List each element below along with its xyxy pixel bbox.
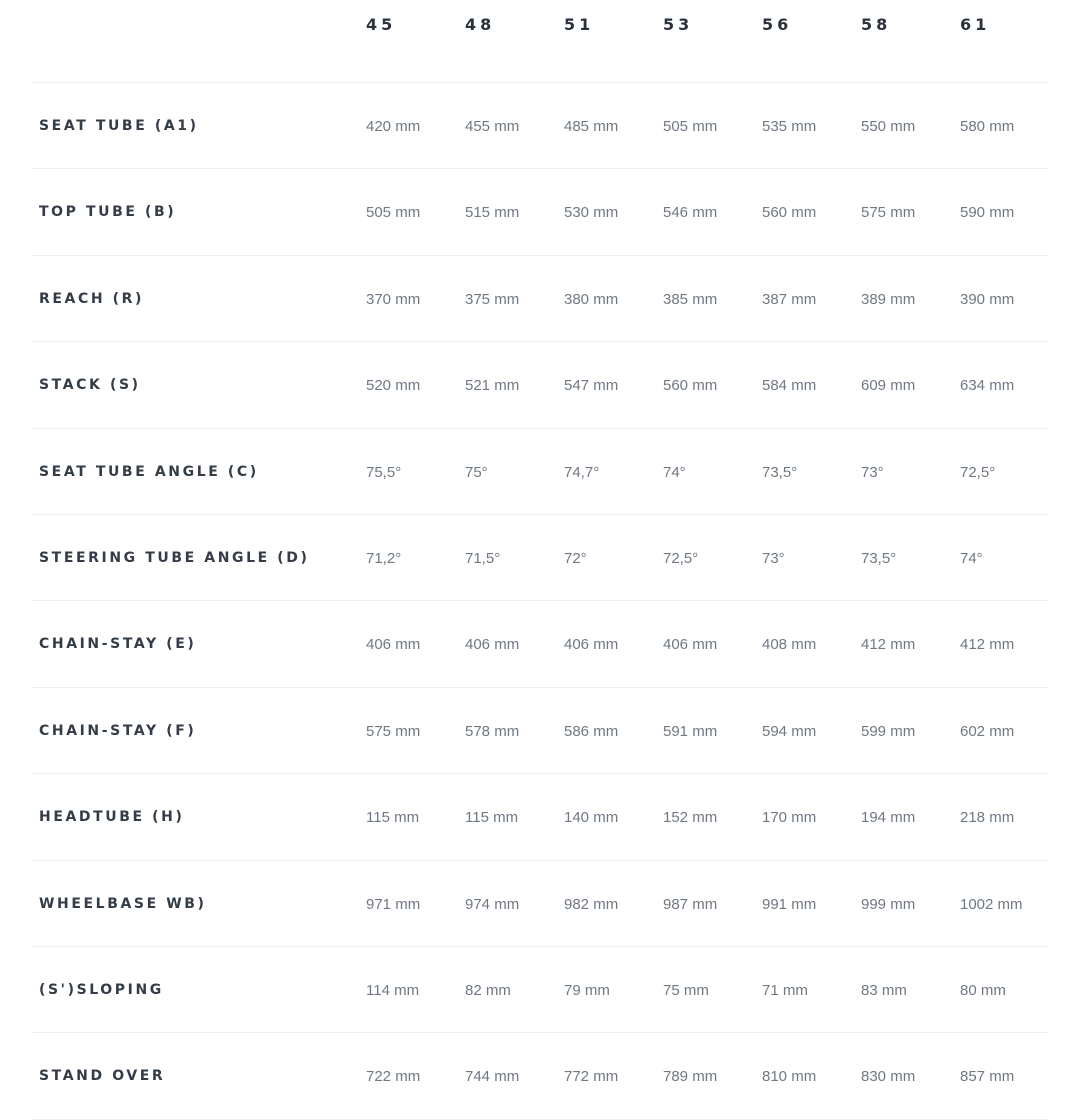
- table-cell: 1002 mm: [960, 895, 1023, 913]
- table-row: [32, 342, 1048, 428]
- row-label: REACH (R): [39, 290, 145, 307]
- table-cell: 575 mm: [861, 204, 916, 222]
- size-header-cell: 58: [861, 15, 892, 34]
- table-cell: 72,5°: [960, 463, 996, 481]
- table-row: [32, 1033, 1048, 1119]
- table-cell: 79 mm: [564, 981, 610, 999]
- size-header-cell: 48: [465, 15, 496, 34]
- row-label: STACK (S): [39, 377, 141, 394]
- table-cell: 521 mm: [465, 377, 520, 395]
- table-cell: 406 mm: [564, 636, 619, 654]
- table-cell: 390 mm: [960, 290, 1015, 308]
- table-cell: 515 mm: [465, 204, 520, 222]
- table-cell: 971 mm: [366, 895, 421, 913]
- table-cell: 530 mm: [564, 204, 619, 222]
- table-row: [32, 861, 1048, 947]
- table-cell: 73,5°: [861, 549, 897, 567]
- table-cell: 455 mm: [465, 118, 520, 135]
- table-cell: 578 mm: [465, 722, 520, 740]
- row-label: STAND OVER: [39, 1068, 166, 1085]
- size-header-cell: 53: [663, 15, 694, 34]
- table-cell: 594 mm: [762, 722, 817, 740]
- table-cell: 580 mm: [960, 118, 1015, 135]
- row-label: CHAIN-STAY (F): [39, 722, 197, 739]
- row-label: CHAIN-STAY (E): [39, 636, 197, 653]
- table-cell: 602 mm: [960, 722, 1015, 740]
- table-cell: 420 mm: [366, 118, 421, 135]
- table-row: [32, 83, 1048, 169]
- table-cell: 82 mm: [465, 981, 511, 999]
- table-cell: 546 mm: [663, 204, 718, 222]
- table-cell: 83 mm: [861, 981, 907, 999]
- table-row: [32, 601, 1048, 687]
- table-cell: 412 mm: [960, 636, 1015, 654]
- table-cell: 73,5°: [762, 463, 798, 481]
- table-cell: 857 mm: [960, 1068, 1015, 1086]
- row-label: TOP TUBE (B): [39, 204, 177, 221]
- size-header-row: [32, 0, 1048, 83]
- table-cell: 575 mm: [366, 722, 421, 740]
- table-cell: 140 mm: [564, 809, 619, 827]
- table-row: [32, 947, 1048, 1033]
- table-cell: 634 mm: [960, 377, 1015, 395]
- table-cell: 789 mm: [663, 1068, 718, 1086]
- table-cell: 71,5°: [465, 549, 501, 567]
- table-cell: 72,5°: [663, 549, 699, 567]
- geometry-rows: [32, 83, 1048, 1120]
- table-row: [32, 515, 1048, 601]
- table-cell: 505 mm: [663, 118, 718, 135]
- table-cell: 560 mm: [762, 204, 817, 222]
- table-cell: 560 mm: [663, 377, 718, 395]
- table-cell: 520 mm: [366, 377, 421, 395]
- table-cell: 370 mm: [366, 290, 421, 308]
- table-cell: 830 mm: [861, 1068, 916, 1086]
- table-cell: 406 mm: [663, 636, 718, 654]
- table-cell: 991 mm: [762, 895, 817, 913]
- table-cell: 75,5°: [366, 463, 402, 481]
- table-cell: 218 mm: [960, 809, 1015, 827]
- table-row: [32, 429, 1048, 515]
- table-cell: 194 mm: [861, 809, 916, 827]
- table-cell: 547 mm: [564, 377, 619, 395]
- table-cell: 406 mm: [465, 636, 520, 654]
- table-cell: 74,7°: [564, 463, 600, 481]
- table-cell: 75 mm: [663, 981, 709, 999]
- table-cell: 73°: [861, 463, 884, 481]
- table-cell: 584 mm: [762, 377, 817, 395]
- table-cell: 72°: [564, 549, 587, 567]
- table-cell: 999 mm: [861, 895, 916, 913]
- table-row: [32, 688, 1048, 774]
- table-cell: 73°: [762, 549, 785, 567]
- table-cell: 385 mm: [663, 290, 718, 308]
- size-header-cell: 56: [762, 15, 793, 34]
- table-cell: 982 mm: [564, 895, 619, 913]
- table-cell: 722 mm: [366, 1068, 421, 1086]
- table-cell: 772 mm: [564, 1068, 619, 1086]
- table-cell: 505 mm: [366, 204, 421, 222]
- table-cell: 744 mm: [465, 1068, 520, 1086]
- table-cell: 550 mm: [861, 118, 916, 135]
- table-cell: 408 mm: [762, 636, 817, 654]
- table-cell: 170 mm: [762, 809, 817, 827]
- table-cell: 114 mm: [366, 981, 420, 999]
- table-cell: 115 mm: [465, 809, 519, 827]
- table-cell: 485 mm: [564, 118, 619, 135]
- table-row: [32, 774, 1048, 860]
- size-header-cell: 51: [564, 15, 595, 34]
- table-cell: 115 mm: [366, 809, 420, 827]
- table-cell: 586 mm: [564, 722, 619, 740]
- table-cell: 71,2°: [366, 549, 402, 567]
- table-cell: 80 mm: [960, 981, 1006, 999]
- row-label: STEERING TUBE ANGLE (D): [39, 549, 310, 566]
- table-cell: 987 mm: [663, 895, 718, 913]
- table-cell: 71 mm: [762, 981, 808, 999]
- table-row: [32, 256, 1048, 342]
- row-label: (S')SLOPING: [39, 981, 164, 998]
- table-row: [32, 169, 1048, 255]
- row-label: SEAT TUBE (A1): [39, 118, 199, 134]
- row-label: SEAT TUBE ANGLE (C): [39, 463, 259, 480]
- size-header-cell: 45: [366, 15, 397, 34]
- table-cell: 591 mm: [663, 722, 718, 740]
- table-cell: 375 mm: [465, 290, 520, 308]
- table-cell: 810 mm: [762, 1068, 817, 1086]
- table-cell: 406 mm: [366, 636, 421, 654]
- table-cell: 974 mm: [465, 895, 520, 913]
- table-cell: 389 mm: [861, 290, 916, 308]
- table-cell: 590 mm: [960, 204, 1015, 222]
- row-label: HEADTUBE (H): [39, 809, 185, 826]
- table-cell: 74°: [663, 463, 686, 481]
- table-cell: 387 mm: [762, 290, 817, 308]
- table-cell: 609 mm: [861, 377, 916, 395]
- table-cell: 75°: [465, 463, 488, 481]
- row-label: WHEELBASE WB): [39, 895, 207, 912]
- table-cell: 380 mm: [564, 290, 619, 308]
- table-cell: 535 mm: [762, 118, 817, 135]
- table-cell: 599 mm: [861, 722, 916, 740]
- size-header-cell: 61: [960, 15, 991, 34]
- table-cell: 152 mm: [663, 809, 718, 827]
- table-cell: 412 mm: [861, 636, 916, 654]
- table-cell: 74°: [960, 549, 983, 567]
